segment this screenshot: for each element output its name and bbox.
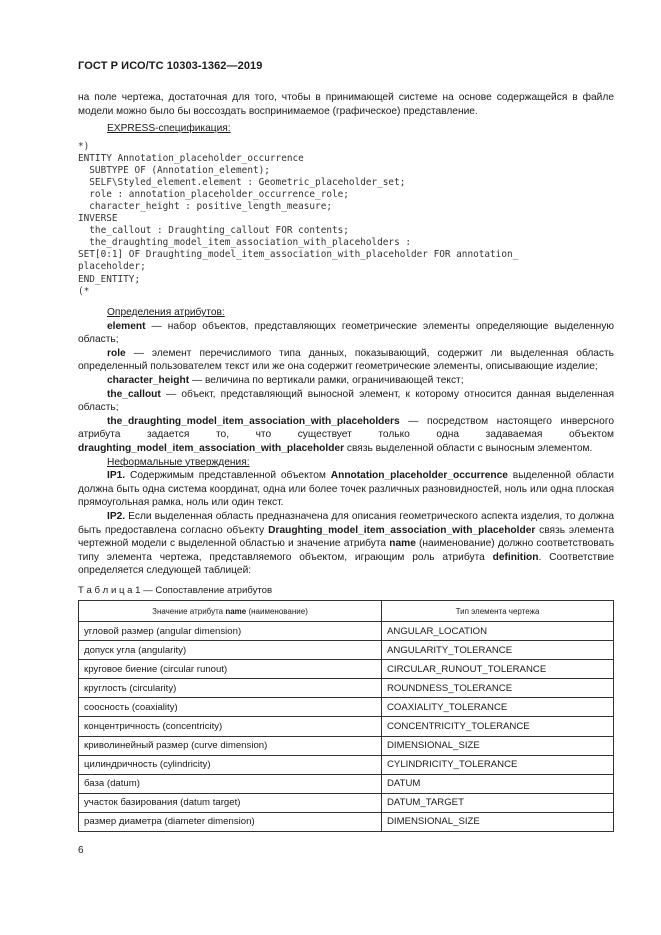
attributes-heading: Определения атрибутов:: [107, 307, 225, 318]
intro-paragraph: [78, 91, 614, 136]
attribute-item: role — элемент перечислимого типа данных, показывающий, содержит ли выделенная область определенный пользователем текст или же она содержит геометрические элементы, описывающие изделие;: [78, 347, 614, 373]
ip2-paragraph: IP2. Если выделенная область предназначена для описания геометрического аспекта изделия, то должна быть предоставлена согласно объекту Draughting_model_item_association_with_placeholder связь элемента чертежной модели с выделенной областью и значение атрибута name (наименование) должно соответствовать типу элемента чертежа, представляемого объектом, играющим роль атрибута definition. Соответствие определяется следующей таблицей:: [78, 510, 615, 577]
cell-name-value: угловой размер (angular dimension): [79, 622, 382, 641]
table-row: [79, 755, 614, 774]
header-element-type: Тип элемента чертежа: [382, 601, 614, 622]
table-row: [79, 717, 614, 736]
page-number: 6: [78, 845, 84, 856]
attribute-item: character_height — величина по вертикали рамки, ограничивающей текст;: [107, 374, 464, 386]
table-row: [79, 622, 614, 641]
cell-element-type: CYLINDRICITY_TOLERANCE: [382, 755, 614, 774]
table-row: [79, 793, 614, 812]
table-caption: Т а б л и ц а 1 — Сопоставление атрибутов: [78, 585, 273, 596]
cell-element-type: DIMENSIONAL_SIZE: [382, 812, 614, 831]
cell-name-value: размер диаметра (diameter dimension): [79, 812, 382, 831]
ip1-paragraph: IP1. Содержимым представленной объектом Annotation_placeholder_occurrence выделенной области должна быть одна система координат, одна или более точек различных разновидностей, ноль или одна плоская прямоугольная рамка, ноль или один текст.: [78, 470, 614, 509]
table-row: [79, 812, 614, 831]
cell-name-value: круговое биение (circular runout): [79, 660, 382, 679]
cell-name-value: концентричность (concentricity): [79, 717, 382, 736]
cell-element-type: CIRCULAR_RUNOUT_TOLERANCE: [382, 660, 614, 679]
express-label: EXPRESS-спецификация:: [107, 123, 231, 135]
express-code: *) ENTITY Annotation_placeholder_occurrence SUBTYPE OF (Annotation_element); SELF\Styled_element.element : Geometric_placeholder_set; role : annotation_placeholder_occurrence_role; character_height : positive_length_measure; INVERSE the_callout : Draughting_callout FOR contents; the_draughting_model_item_association_with_placeholders : SET[0:1] OF Draughting_model_item_association_with_placeholder FOR annotation_ placeholder; END_ENTITY; (*: [78, 141, 519, 297]
cell-name-value: допуск угла (angularity): [79, 641, 382, 660]
attribute-item: element — набор объектов, представляющих геометрические элементы определяющие выделенную область;: [78, 320, 614, 346]
cell-element-type: COAXIALITY_TOLERANCE: [382, 698, 614, 717]
cell-name-value: круглость (circularity): [79, 679, 382, 698]
cell-element-type: DATUM: [382, 774, 614, 793]
cell-element-type: ANGULAR_LOCATION: [382, 622, 614, 641]
page-header: ГОСТ Р ИСО/ТС 10303-1362—2019: [78, 60, 263, 72]
header-name-value: Значение атрибута name (наименование): [79, 601, 382, 622]
cell-name-value: криволинейный размер (curve dimension): [79, 736, 382, 755]
table-row: [79, 679, 614, 698]
attribute-item: the_draughting_model_item_association_with_placeholders — посредством настоящего инверсного атрибута задается то, что существует только одна задаваемая объектом draughting_model_item_association_with_placeholder связь выделенной области с выносным элементом.: [78, 415, 614, 454]
attribute-item: the_callout — объект, представляющий выносной элемент, к которому относится данная выделенная область;: [78, 388, 614, 414]
cell-element-type: DIMENSIONAL_SIZE: [382, 736, 614, 755]
table-row: [79, 698, 614, 717]
table-header-row: [79, 601, 614, 622]
cell-name-value: база (datum): [79, 774, 382, 793]
table-row: [79, 736, 614, 755]
cell-element-type: ROUNDNESS_TOLERANCE: [382, 679, 614, 698]
cell-element-type: DATUM_TARGET: [382, 793, 614, 812]
attribute-mapping-table: [78, 600, 614, 832]
informal-heading: Неформальные утверждения:: [107, 456, 250, 468]
intro-text: на поле чертежа, достаточная для того, чтобы в принимающей системе на основе содержащейся в файле модели можно было бы воссоздать воспринимаемое (графическое) представление.: [78, 92, 614, 117]
table-row: [79, 660, 614, 679]
table-row: [79, 641, 614, 660]
cell-element-type: ANGULARITY_TOLERANCE: [382, 641, 614, 660]
cell-name-value: цилиндричность (cylindricity): [79, 755, 382, 774]
cell-element-type: CONCENTRICITY_TOLERANCE: [382, 717, 614, 736]
cell-name-value: участок базирования (datum target): [79, 793, 382, 812]
table-row: [79, 774, 614, 793]
cell-name-value: соосность (coaxiality): [79, 698, 382, 717]
attribute-definitions: [78, 306, 614, 578]
